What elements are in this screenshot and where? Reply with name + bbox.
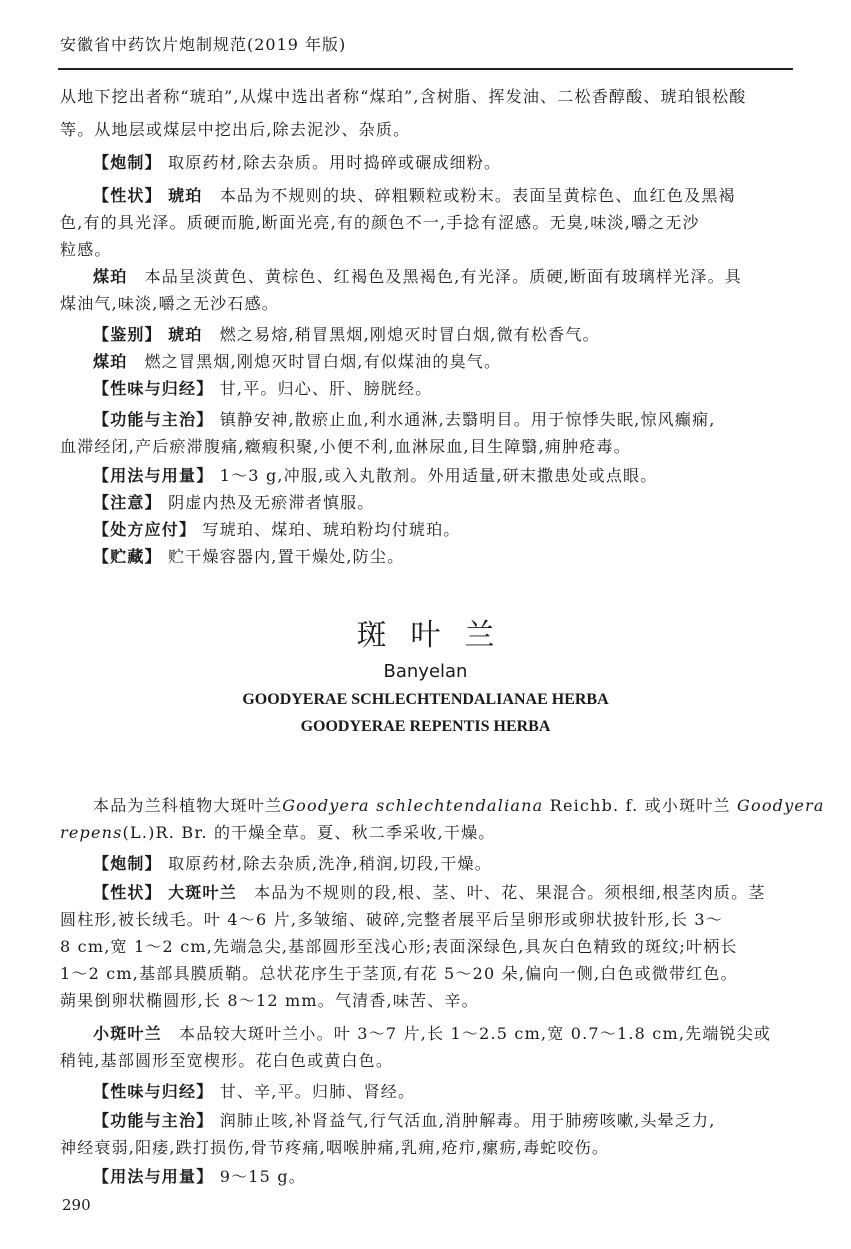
section-tag: 【功能与主治】	[93, 410, 214, 429]
section-tag: 【用法与用量】	[93, 466, 214, 485]
amber-identification-2: 煤珀 燃之冒黑烟,刚熄灭时冒白烟,有似煤油的臭气。	[93, 352, 502, 371]
small-banyelan-line-2: 稍钝,基部圆形至宽楔形。花白色或黄白色。	[60, 1051, 394, 1070]
banyelan-nature: 【性味与归经】 甘、辛,平。归肺、肾经。	[93, 1082, 416, 1101]
banyelan-processing: 【炮制】 取原药材,除去杂质,洗净,稍润,切段,干燥。	[93, 854, 492, 873]
amber-caution: 【注意】 阴虚内热及无瘀滞者慎服。	[93, 493, 375, 512]
banyelan-characters-line-4: 1～2 cm,基部具膜质鞘。总状花序生于茎顶,有花 5～20 朵,偏向一侧,白色或微带红色。	[60, 964, 738, 983]
header-rule	[58, 68, 793, 70]
banyelan-characters-line-5: 蒴果倒卵状椭圆形,长 8～12 mm。气清香,味苦、辛。	[60, 991, 479, 1010]
page-number: 290	[62, 1196, 91, 1214]
monograph-pinyin: Banyelan	[383, 661, 468, 682]
amber-identification-1: 【鉴别】 琥珀 燃之易熔,稍冒黑烟,刚熄灭时冒白烟,微有松香气。	[93, 325, 600, 344]
amber-nature: 【性味与归经】 甘,平。归心、肝、膀胱经。	[93, 379, 433, 398]
section-tag: 【鉴别】	[93, 325, 162, 344]
banyelan-usage: 【用法与用量】 9～15 g。	[93, 1167, 306, 1186]
amber-characters-line-1: 【性状】 琥珀 本品为不规则的块、碎粗颗粒或粉末。表面呈黄棕色、血红色及黑褐	[93, 186, 736, 205]
amber-source-line-2: 等。从地层或煤层中挖出后,除去泥沙、杂质。	[60, 120, 411, 139]
section-tag: 【炮制】	[93, 854, 162, 873]
banyelan-source-line-1: 本品为兰科植物大斑叶兰Goodyera schlechtendaliana Reichb. f. 或小斑叶兰 Goodyera	[93, 796, 825, 815]
amber-usage: 【用法与用量】 1～3 g,冲服,或入丸散剂。外用适量,研末撒患处或点眼。	[93, 466, 658, 485]
section-tag: 【注意】	[93, 493, 162, 512]
section-tag: 【处方应付】	[93, 520, 197, 539]
amber-characters-line-2: 色,有的具光泽。质硬而脆,断面光亮,有的颜色不一,手捻有涩感。无臭,味淡,嚼之无沙	[60, 213, 700, 232]
banyelan-characters-line-2: 圆柱形,被长绒毛。叶 4～6 片,多皱缩、破碎,完整者展平后呈卵形或卵状披针形,长 3～	[60, 910, 723, 929]
amber-storage: 【贮藏】 贮干燥容器内,置干燥处,防尘。	[93, 547, 405, 566]
section-tag: 【用法与用量】	[93, 1167, 214, 1186]
small-banyelan-line-1: 小斑叶兰 本品较大斑叶兰小。叶 3～7 片,长 1～2.5 cm,宽 0.7～1.8 cm,先端锐尖或	[93, 1024, 772, 1043]
coal-amber-line-2: 煤油气,味淡,嚼之无沙石感。	[60, 294, 279, 313]
banyelan-characters-line-1: 【性状】 大斑叶兰 本品为不规则的段,根、茎、叶、花、果混合。须根细,根茎肉质。茎	[93, 883, 766, 902]
section-tag: 【贮藏】	[93, 547, 162, 566]
banyelan-characters-line-3: 8 cm,宽 1～2 cm,先端急尖,基部圆形至浅心形;表面深绿色,具灰白色精致的斑纹;叶柄长	[60, 937, 738, 956]
amber-function-line-2: 血滞经闭,产后瘀滞腹痛,癥瘕积聚,小便不利,血淋尿血,目生障翳,痈肿疮毒。	[60, 437, 631, 456]
banyelan-function-line-2: 神经衰弱,阳痿,跌打损伤,骨节疼痛,咽喉肿痛,乳痈,疮疖,瘰疬,毒蛇咬伤。	[60, 1138, 610, 1157]
banyelan-source-line-2: repens(L.)R. Br. 的干燥全草。夏、秋二季采收,干燥。	[60, 823, 496, 842]
amber-function-line-1: 【功能与主治】 镇静安神,散瘀止血,利水通淋,去翳明目。用于惊悸失眠,惊风癫痫,	[93, 410, 716, 429]
amber-characters-line-3: 粒感。	[60, 240, 112, 259]
monograph-latin-name-1: GOODYERAE SCHLECHTENDALIANAE HERBA	[242, 691, 609, 708]
amber-prescription: 【处方应付】 写琥珀、煤珀、琥珀粉均付琥珀。	[93, 520, 461, 539]
banyelan-function-line-1: 【功能与主治】 润肺止咳,补肾益气,行气活血,消肿解毒。用于肺痨咳嗽,头晕乏力,	[93, 1111, 716, 1130]
monograph-latin-name-2: GOODYERAE REPENTIS HERBA	[300, 718, 551, 735]
amber-source-line-1: 从地下挖出者称“琥珀”,从煤中选出者称“煤珀”,含树脂、挥发油、二松香醇酸、琥珀银松酸	[60, 87, 747, 106]
section-tag: 【性味与归经】	[93, 379, 214, 398]
section-tag: 【性状】	[93, 883, 162, 902]
monograph-title: 斑叶兰	[356, 618, 519, 653]
running-header: 安徽省中药饮片炮制规范(2019 年版)	[60, 35, 347, 54]
section-tag: 【炮制】	[93, 153, 162, 172]
section-tag: 【功能与主治】	[93, 1111, 214, 1130]
section-tag: 【性状】	[93, 186, 162, 205]
section-tag: 【性味与归经】	[93, 1082, 214, 1101]
amber-processing: 【炮制】 取原药材,除去杂质。用时捣碎或碾成细粉。	[93, 153, 502, 172]
coal-amber-line-1: 煤珀 本品呈淡黄色、黄棕色、红褐色及黑褐色,有光泽。质硬,断面有玻璃样光泽。具	[93, 267, 742, 286]
